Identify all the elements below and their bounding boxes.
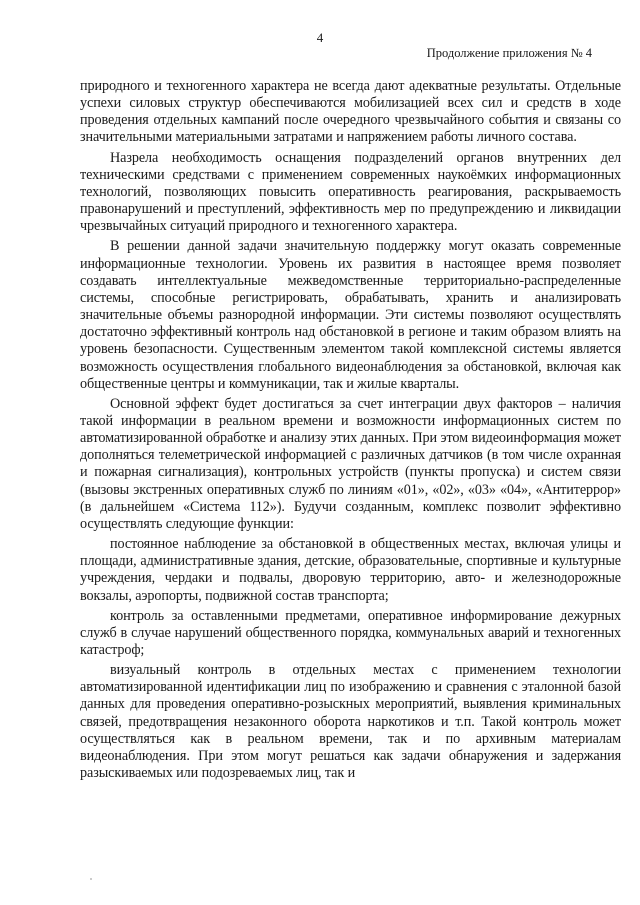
body-text <box>80 78 621 782</box>
page-number: 4 <box>316 30 324 45</box>
list-item: контроль за оставленными предметами, оперативное информирование дежурных служб в случае нарушений общественного порядка, коммунальных аварий и техногенных катастроф; <box>80 607 621 658</box>
appendix-note: Продолжение приложения № 4 <box>426 46 592 60</box>
list-item: визуальный контроль в отдельных местах с применением технологии автоматизированной идентификации лиц по изображению и сравнения с эталонной базой данных для проведения оперативно-розыскных мероприятий, выявления криминальных связей, предотвращения незаконного оборота наркотиков и т.п. Такой контроль может осуществляться как в реальном времени, так и по архивным материалам видеонаблюдения. При этом могут решаться как задачи обнаружения и задержания разыскиваемых или подозреваемых лиц, так и <box>80 662 621 782</box>
paragraph: природного и техногенного характера не всегда дают адекватные результаты. Отдельные успехи силовых структур обеспечиваются мобилизацией всех сил и средств в ходе проведения отдельных кампаний после очередного чрезвычайного события и связаны со значительными материальными затратами и напряжением работы личного состава. <box>80 78 621 146</box>
list-item: постоянное наблюдение за обстановкой в общественных местах, включая улицы и площади, административные здания, детские, образовательные, спортивные и культурные учреждения, чердаки и подвалы, дворовую территорию, авто- и железнодорожные вокзалы, аэропорты, подвижной состав транспорта; <box>80 536 621 604</box>
paragraph: Основной эффект будет достигаться за счет интеграции двух факторов – наличия такой информации в реальном времени и возможности информационных систем по автоматизированной обработке и анализу этих данных. При этом видеоинформация может дополняться телеметрической информацией с различных датчиков (в том числе охранная и пожарная сигнализация), контрольных устройств (пункты пропуска) и систем связи (вызовы экстренных оперативных служб по линиям «01», «02», «03» «04», «Антитеррор» (в дальнейшем «Система 112»). Будучи созданным, комплекс позволит эффективно осуществлять следующие функции: <box>80 395 621 532</box>
paragraph: В решении данной задачи значительную поддержку могут оказать современные информационные технологии. Уровень их развития в настоящее время позволяет создавать интеллектуальные межведомственные территориально-распределенные системы, способные регистрировать, обрабатывать, хранить и анализировать значительные объемы разнородной информации. Эти системы позволяют осуществлять достаточно эффективный контроль над обстановкой в регионе и таким образом влиять на уровень безопасности. Существенным элементом такой комплексной системы является возможность осуществления глобального видеонаблюдения за обстановкой, включая как общественные центры и коммуникации, так и жилые кварталы. <box>80 238 621 392</box>
paragraph: Назрела необходимость оснащения подразделений органов внутренних дел техническими средствами с применением современных наукоёмких информационных технологий, позволяющих повысить оперативность реагирования, раскрываемость правонарушений и преступлений, эффективность мер по предупреждению и ликвидации чрезвычайных ситуаций природного и техногенного характера. <box>80 149 621 235</box>
scan-dot <box>90 878 92 880</box>
